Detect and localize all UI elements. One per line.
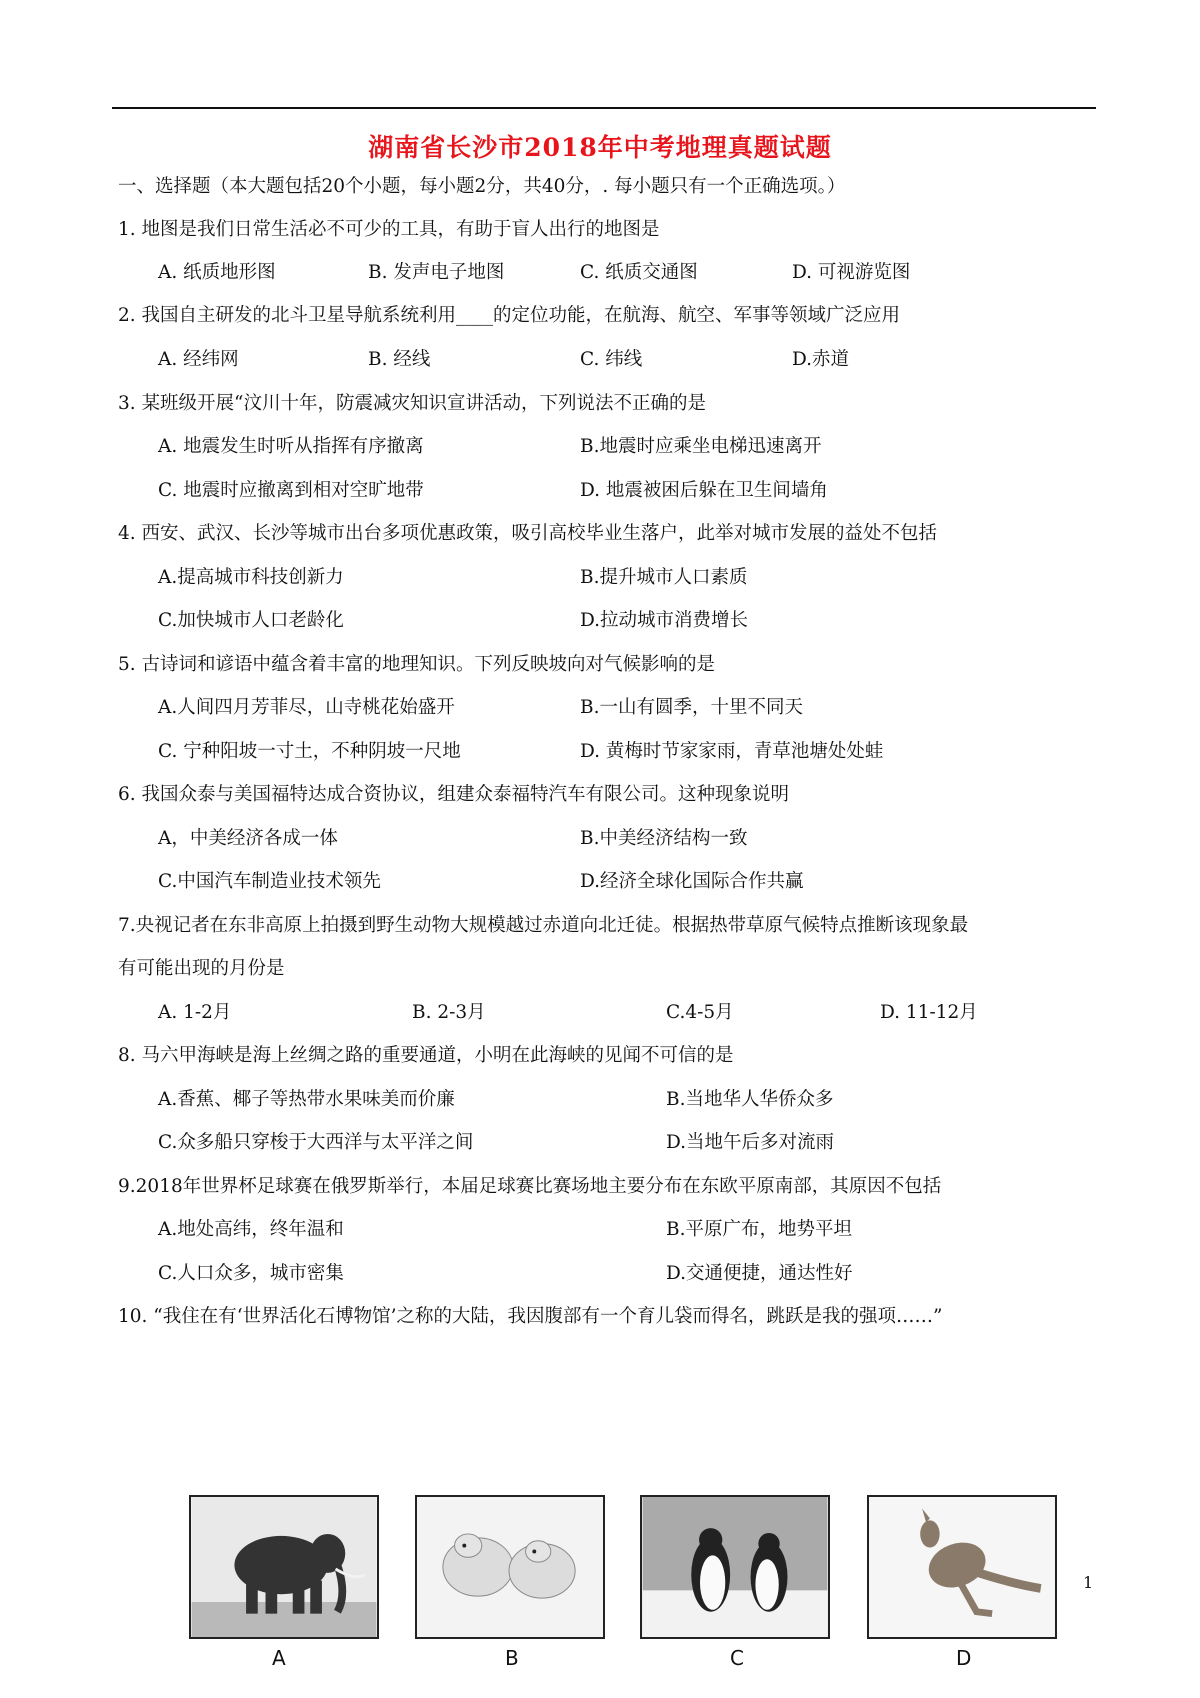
kangaroo-icon	[867, 1495, 1057, 1639]
image-label-a: A	[272, 1646, 286, 1670]
q4-option-b[interactable]: B.提升城市人口素质	[580, 567, 748, 588]
question-9: 9.2018年世界杯足球赛在俄罗斯举行，本届足球赛比赛场地主要分布在东欧平原南部，其原因不包括	[118, 1176, 942, 1197]
elephant-icon	[189, 1495, 379, 1639]
q3-option-b[interactable]: B.地震时应乘坐电梯迅速离开	[580, 436, 822, 457]
q8-option-d[interactable]: D.当地午后多对流雨	[666, 1132, 835, 1153]
q2-option-d[interactable]: D.赤道	[792, 349, 850, 370]
q3-option-c[interactable]: C. 地震时应撤离到相对空旷地带	[158, 480, 424, 501]
question-10: 10. “我住在有‘世界活化石博物馆’之称的大陆，我因腹部有一个育儿袋而得名，跳跃是我的强项……”	[118, 1306, 943, 1327]
page-number: 1	[1083, 1573, 1094, 1592]
q1-option-c[interactable]: C. 纸质交通图	[580, 262, 698, 283]
question-6: 6. 我国众泰与美国福特达成合资协议，组建众泰福特汽车有限公司。这种现象说明	[118, 784, 790, 805]
q5-option-b[interactable]: B.一山有圆季，十里不同天	[580, 697, 803, 718]
q4-option-d[interactable]: D.拉动城市消费增长	[580, 610, 749, 631]
q1-option-d[interactable]: D. 可视游览图	[792, 262, 911, 283]
image-label-b: B	[505, 1646, 519, 1670]
page-title: 湖南省长沙市2018年中考地理真题试题	[368, 133, 832, 162]
question-2: 2. 我国自主研发的北斗卫星导航系统利用____的定位功能，在航海、航空、军事等领域广泛应用	[118, 305, 901, 326]
q9-option-a[interactable]: A.地处高纬，终年温和	[158, 1219, 344, 1240]
q1-option-b[interactable]: B. 发声电子地图	[368, 262, 505, 283]
q6-option-b[interactable]: B.中美经济结构一致	[580, 828, 748, 849]
q3-option-a[interactable]: A. 地震发生时听从指挥有序撤离	[158, 436, 424, 457]
q9-option-b[interactable]: B.平原广布，地势平坦	[666, 1219, 852, 1240]
q5-option-c[interactable]: C. 宁种阳坡一寸土，不种阴坡一尺地	[158, 741, 461, 762]
q6-option-a[interactable]: A，中美经济各成一体	[158, 828, 338, 849]
q1-option-a[interactable]: A. 纸质地形图	[158, 262, 276, 283]
question-7-continued: 有可能出现的月份是	[118, 958, 285, 979]
question-4: 4. 西安、武汉、长沙等城市出台多项优惠政策，吸引高校毕业生落户，此举对城市发展的益处不包括	[118, 523, 938, 544]
q5-option-a[interactable]: A.人间四月芳菲尽，山寺桃花始盛开	[158, 697, 455, 718]
q7-option-d[interactable]: D. 11-12月	[880, 1002, 978, 1023]
q8-option-b[interactable]: B.当地华人华侨众多	[666, 1089, 834, 1110]
q4-option-a[interactable]: A.提高城市科技创新力	[158, 567, 344, 588]
q7-option-b[interactable]: B. 2-3月	[412, 1002, 486, 1023]
q9-option-d[interactable]: D.交通便捷，通达性好	[666, 1263, 853, 1284]
image-label-c: C	[730, 1646, 744, 1670]
question-3: 3. 某班级开展“汶川十年，防震减灾知识宣讲活动，下列说法不正确的是	[118, 393, 706, 414]
question-8: 8. 马六甲海峡是海上丝绸之路的重要通道，小明在此海峡的见闻不可信的是	[118, 1045, 734, 1066]
section-heading: 一、选择题（本大题包括20个小题，每小题2分，共40分，. 每小题只有一个正确选项。）	[118, 176, 846, 197]
q7-option-c[interactable]: C.4-5月	[666, 1002, 734, 1023]
q2-option-a[interactable]: A. 经纬网	[158, 349, 239, 370]
q8-option-c[interactable]: C.众多船只穿梭于大西洋与太平洋之间	[158, 1132, 474, 1153]
q2-option-c[interactable]: C. 纬线	[580, 349, 643, 370]
image-label-d: D	[956, 1646, 972, 1670]
q3-option-d[interactable]: D. 地震被困后躲在卫生间墙角	[580, 480, 828, 501]
question-7: 7.央视记者在东非高原上拍摄到野生动物大规模越过赤道向北迁徒。根据热带草原气候特点推断该现象最	[118, 915, 969, 936]
q9-option-c[interactable]: C.人口众多，城市密集	[158, 1263, 344, 1284]
question-1: 1. 地图是我们日常生活必不可少的工具，有助于盲人出行的地图是	[118, 219, 660, 240]
q7-option-a[interactable]: A. 1-2月	[158, 1002, 232, 1023]
question-5: 5. 古诗词和谚语中蕴含着丰富的地理知识。下列反映坡向对气候影响的是	[118, 654, 716, 675]
q8-option-a[interactable]: A.香蕉、椰子等热带水果味美而价廉	[158, 1089, 455, 1110]
q6-option-c[interactable]: C.中国汽车制造业技术领先	[158, 871, 381, 892]
penguin-icon	[640, 1495, 830, 1639]
q5-option-d[interactable]: D. 黄梅时节家家雨，青草池塘处处蛙	[580, 741, 884, 762]
q6-option-d[interactable]: D.经济全球化国际合作共赢	[580, 871, 804, 892]
polar-bear-icon	[415, 1495, 605, 1639]
header-rule	[112, 107, 1096, 109]
q2-option-b[interactable]: B. 经线	[368, 349, 431, 370]
q4-option-c[interactable]: C.加快城市人口老龄化	[158, 610, 344, 631]
